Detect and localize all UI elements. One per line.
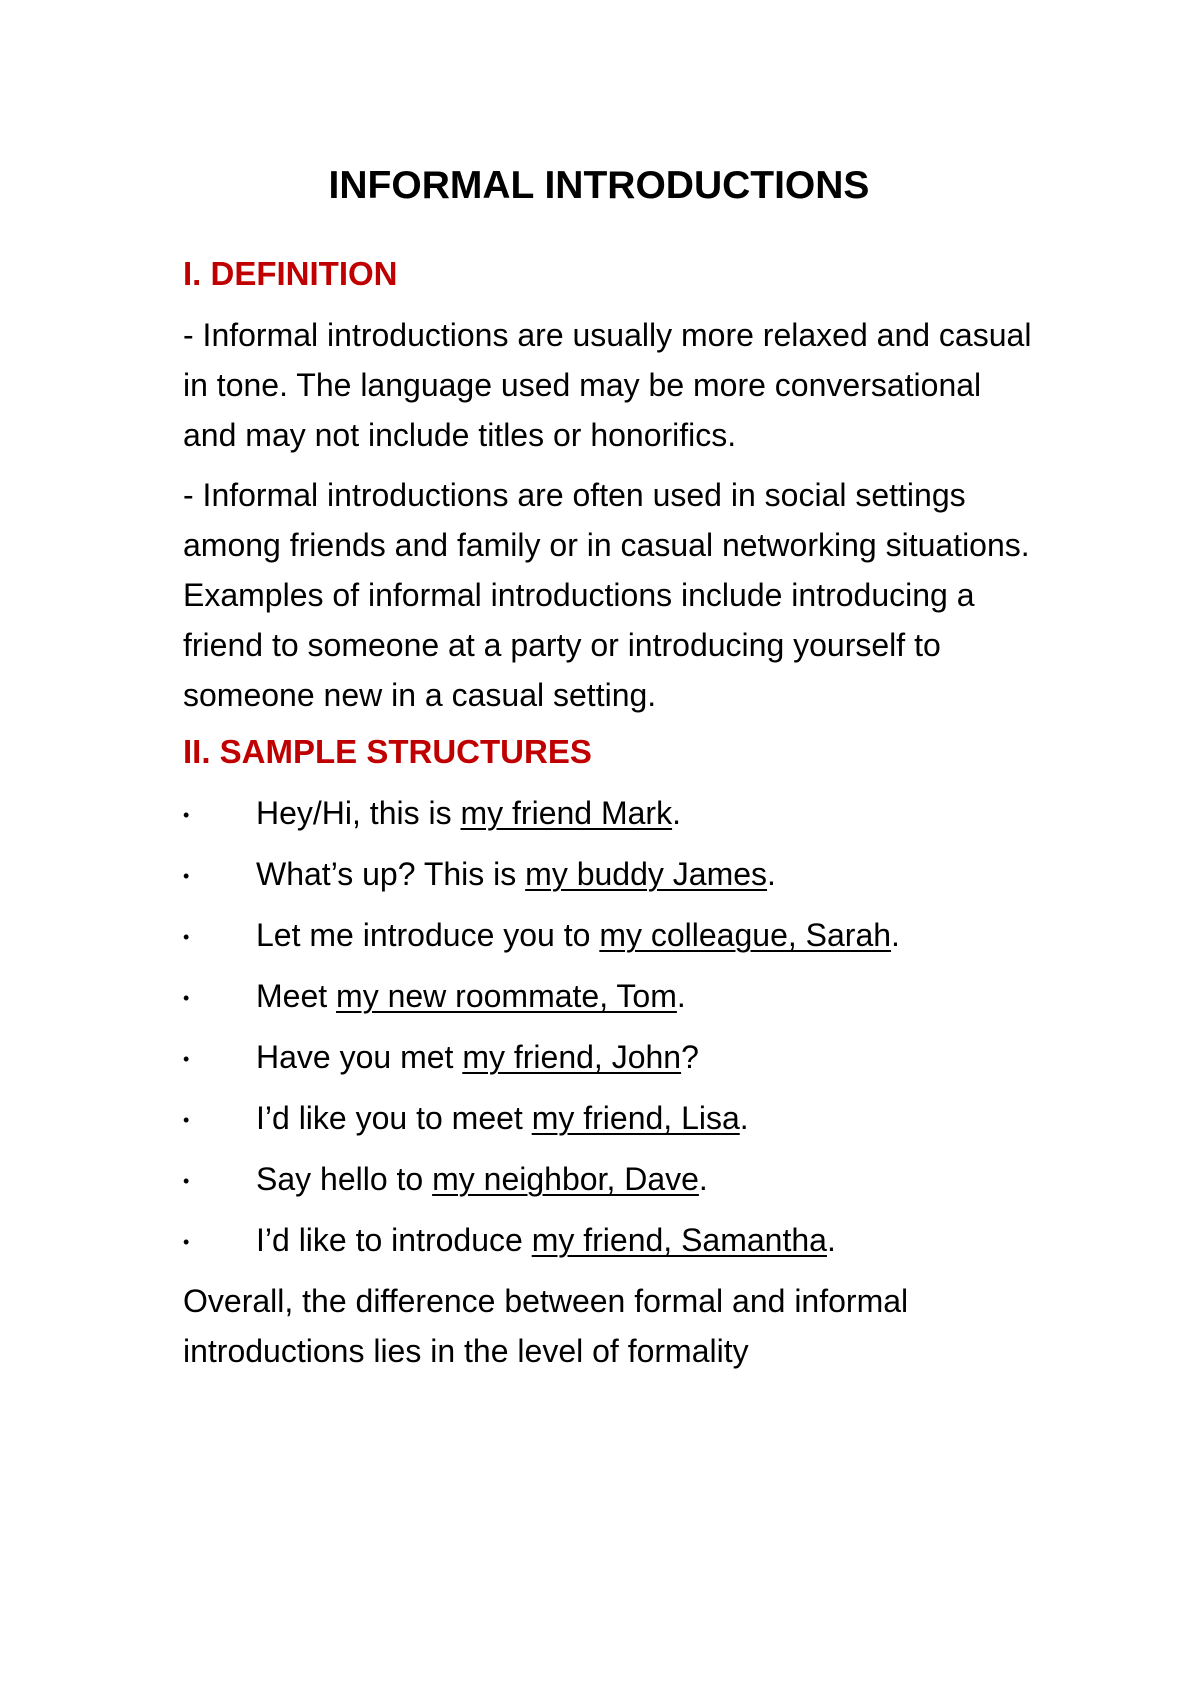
section-heading-sample-structures: II. SAMPLE STRUCTURES bbox=[183, 733, 592, 770]
sample-structures-list bbox=[183, 788, 1043, 1265]
sentence-end: . bbox=[698, 1161, 708, 1197]
bullet-icon: • bbox=[183, 988, 190, 1008]
sentence-end: . bbox=[672, 795, 681, 831]
list-item bbox=[183, 1093, 1043, 1143]
definition-paragraph-1: - Informal introductions are usually more relaxed and casual in tone. The language used may be more conversational and may not include titles or honorifics. bbox=[183, 317, 1032, 453]
document-title: INFORMAL INTRODUCTIONS bbox=[328, 164, 870, 207]
bullet-icon: • bbox=[183, 866, 190, 886]
closing-paragraph: Overall, the difference between formal and informal introductions lies in the level of formality bbox=[183, 1283, 909, 1369]
underlined-phrase: my colleague, Sarah bbox=[599, 917, 892, 953]
underlined-phrase: my friend, Samantha bbox=[531, 1222, 827, 1258]
list-item bbox=[183, 971, 1043, 1021]
underlined-phrase: my buddy James bbox=[525, 856, 768, 892]
definition-paragraph-2: - Informal introductions are often used in social settings among friends and family or in casual networking situations. Examples of informal introductions include introducing a friend to someone at a party or introducing yourself to someone new in a casual setting. bbox=[183, 477, 1030, 713]
bullet-icon: • bbox=[183, 1110, 190, 1130]
sentence-end: ? bbox=[681, 1039, 699, 1075]
underlined-phrase: my friend, Lisa bbox=[531, 1100, 740, 1136]
underlined-phrase: my new roommate, Tom bbox=[336, 978, 677, 1014]
sentence-start: I’d like you to meet bbox=[256, 1100, 532, 1136]
sentence-start: Say hello to bbox=[256, 1161, 433, 1197]
sentence-end: . bbox=[826, 1222, 836, 1258]
bullet-icon: • bbox=[183, 1171, 190, 1191]
list-item bbox=[183, 1154, 1043, 1204]
underlined-phrase: my friend, John bbox=[462, 1039, 682, 1075]
sentence-start: What’s up? This is bbox=[256, 856, 526, 892]
sentence-end: . bbox=[891, 917, 900, 953]
sentence-start: Meet bbox=[256, 978, 337, 1014]
section-heading-definition: I. DEFINITION bbox=[183, 255, 398, 292]
document-content bbox=[183, 160, 1043, 1386]
sentence-end: . bbox=[676, 978, 686, 1014]
bullet-icon: • bbox=[183, 805, 190, 825]
sentence-end: . bbox=[767, 856, 776, 892]
list-item bbox=[183, 849, 1043, 899]
list-item bbox=[183, 788, 1043, 838]
bullet-icon: • bbox=[183, 1232, 190, 1252]
sentence-end: . bbox=[739, 1100, 749, 1136]
list-item bbox=[183, 910, 1043, 960]
sentence-start: Hey/Hi, this is bbox=[256, 795, 461, 831]
sentence-start: I’d like to introduce bbox=[256, 1222, 532, 1258]
underlined-phrase: my friend Mark bbox=[460, 795, 673, 831]
bullet-icon: • bbox=[183, 927, 190, 947]
sentence-start: Let me introduce you to bbox=[256, 917, 600, 953]
underlined-phrase: my neighbor, Dave bbox=[432, 1161, 699, 1197]
list-item bbox=[183, 1215, 1043, 1265]
list-item bbox=[183, 1032, 1043, 1082]
sentence-start: Have you met bbox=[256, 1039, 463, 1075]
bullet-icon: • bbox=[183, 1049, 190, 1069]
